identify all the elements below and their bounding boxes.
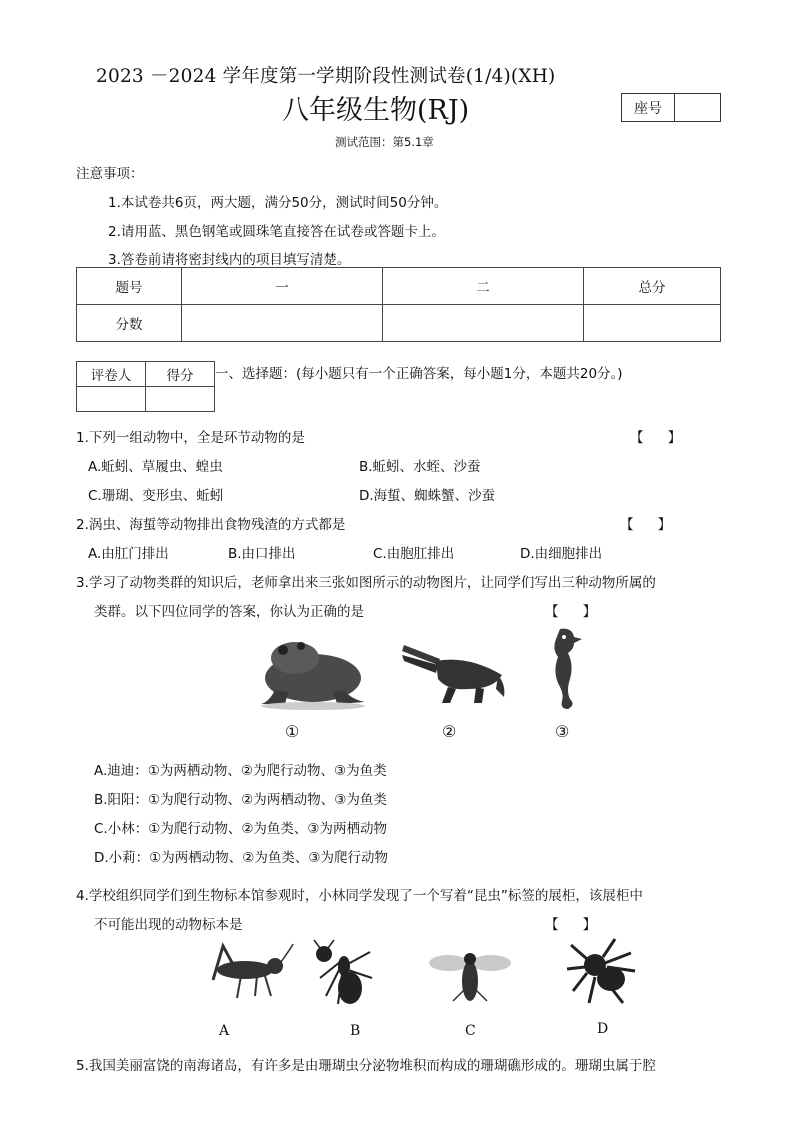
question-stem-cont: 不可能出现的动物标本是 — [94, 917, 243, 933]
option: C.由胞肛排出 — [373, 546, 455, 562]
score-cell[interactable] — [383, 305, 584, 342]
option: A.由肛门排出 — [88, 546, 169, 562]
option: B.由口排出 — [228, 546, 296, 562]
question-stem: 5.我国美丽富饶的南海诸岛，有许多是由珊瑚虫分泌物堆积而构成的珊瑚礁形成的。珊瑚虫属于腔 — [76, 1058, 656, 1074]
question-stem: 2.涡虫、海蜇等动物排出食物残渣的方式都是 — [76, 517, 346, 533]
seat-number-field[interactable] — [675, 94, 720, 121]
score-table — [76, 267, 721, 342]
question-stem-cont: 类群。以下四位同学的答案，你认为正确的是 — [94, 604, 364, 620]
question-stem: 4.学校组织同学们到生物标本馆参观时，小林同学发现了一个写着“昆虫”标签的展柜，该展柜中 — [76, 888, 643, 904]
option: D.海蜇、蜘蛛蟹、沙蚕 — [359, 488, 496, 504]
note-item: 3.答卷前请将密封线内的项目填写清楚。 — [108, 252, 351, 268]
score-cell[interactable] — [584, 305, 721, 342]
image-caption: ③ — [555, 722, 570, 741]
answer-bracket[interactable]: 【 】 — [630, 430, 692, 446]
image-caption: A — [219, 1023, 230, 1039]
score-header-cell: 题号 — [77, 268, 182, 305]
score-header-cell: 总分 — [584, 268, 721, 305]
option: C.珊瑚、变形虫、蚯蚓 — [88, 488, 224, 504]
option: B.蚯蚓、水蛭、沙蚕 — [359, 459, 481, 475]
spider-image — [565, 935, 637, 1007]
grade-label: 得分 — [146, 362, 215, 387]
answer-bracket[interactable]: 【 】 — [545, 604, 607, 620]
score-header-cell: 一 — [182, 268, 383, 305]
answer-bracket[interactable]: 【 】 — [620, 517, 682, 533]
answer-bracket[interactable]: 【 】 — [545, 917, 607, 933]
seat-label: 座号 — [622, 94, 675, 121]
image-caption: C — [465, 1023, 476, 1039]
note-item: 1.本试卷共6页，两大题，满分50分，测试时间50分钟。 — [108, 195, 448, 211]
question-stem: 1.下列一组动物中，全是环节动物的是 — [76, 430, 305, 446]
score-table-header-row — [77, 268, 721, 305]
grade-cell[interactable] — [146, 387, 215, 412]
test-scope: 测试范围：第5.1章 — [335, 135, 434, 149]
grasshopper-image — [205, 940, 295, 1005]
ant-image — [310, 938, 380, 1010]
image-caption: ① — [285, 722, 300, 741]
exam-subject: 八年级生物(RJ) — [282, 95, 470, 126]
note-item: 2.请用蓝、黑色钢笔或圆珠笔直接答在试卷或答题卡上。 — [108, 224, 445, 240]
score-header-cell: 二 — [383, 268, 584, 305]
notes-heading: 注意事项： — [76, 166, 144, 182]
option: C.小林：①为爬行动物、②为鱼类、③为两栖动物 — [94, 821, 388, 837]
grader-cell[interactable] — [77, 387, 146, 412]
exam-title: 2023 －2024 学年度第一学期阶段性测试卷(1/4)(XH) — [96, 66, 556, 87]
grader-label: 评卷人 — [77, 362, 146, 387]
image-caption: D — [597, 1021, 609, 1037]
image-caption: ② — [442, 722, 457, 741]
option: A.迪迪：①为两栖动物、②为爬行动物、③为鱼类 — [94, 763, 387, 779]
bee-image — [425, 945, 515, 1007]
score-cell[interactable] — [182, 305, 383, 342]
option: A.蚯蚓、草履虫、蝗虫 — [88, 459, 223, 475]
image-caption: B — [350, 1023, 361, 1039]
option: B.阳阳：①为爬行动物、②为两栖动物、③为鱼类 — [94, 792, 387, 808]
seat-number-box — [621, 93, 721, 122]
grader-table — [76, 361, 215, 412]
seahorse-image — [540, 625, 585, 713]
section-title: 一、选择题：(每小题只有一个正确答案，每小题1分，本题共20分。) — [215, 366, 623, 382]
question-stem: 3.学习了动物类群的知识后，老师拿出来三张如图所示的动物图片，让同学们写出三种动物所属的 — [76, 575, 656, 591]
score-table-row — [77, 305, 721, 342]
option: D.小莉：①为两栖动物、②为鱼类、③为爬行动物 — [94, 850, 388, 866]
score-row-label: 分数 — [77, 305, 182, 342]
toad-image — [255, 630, 370, 710]
crocodile-image — [398, 635, 508, 710]
option: D.由细胞排出 — [520, 546, 603, 562]
